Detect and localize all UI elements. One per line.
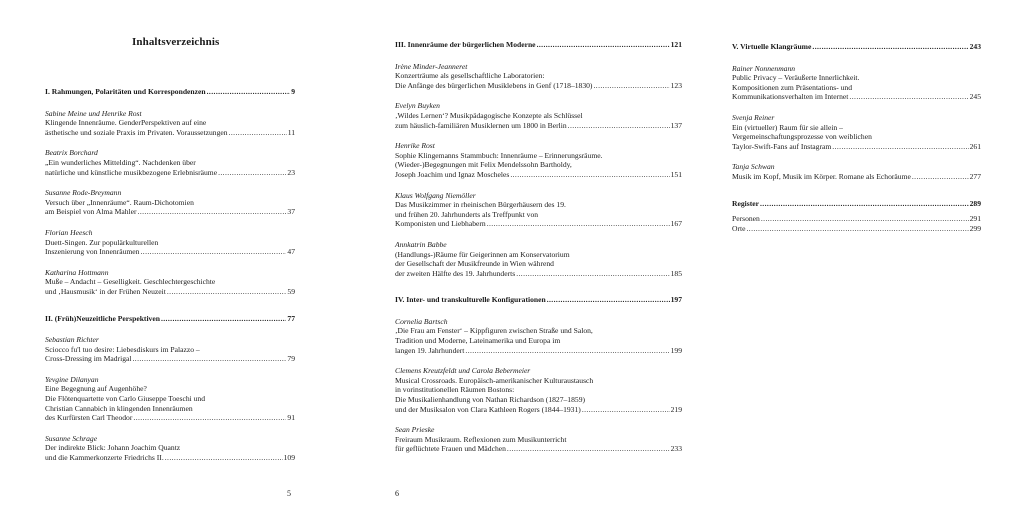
leader-dots (849, 92, 968, 102)
section-2-entries (45, 335, 295, 463)
page-number: 79 (287, 354, 295, 364)
entry-title-line: in vorinstitutionellen Räumen Bostons: (395, 385, 515, 395)
section-1-heading[interactable] (45, 87, 295, 97)
entry-title-last-line (395, 219, 682, 229)
leader-dots (132, 354, 286, 364)
entry-title-last-line (395, 81, 682, 91)
page-folio-left: 5 (287, 489, 291, 498)
entry-author: Sebastian Richter (45, 335, 99, 345)
page-number: 291 (969, 214, 981, 224)
entry-title-last-line (732, 92, 981, 102)
entry-title-line: Taylor-Swift-Fans auf Instagram (732, 141, 832, 151)
entry-title-line: am Beispiel von Alma Mahler (45, 207, 137, 217)
toc-entry[interactable] (45, 109, 295, 138)
leader-dots (593, 81, 669, 91)
entry-title-last-line (45, 128, 295, 138)
page-number: 243 (969, 42, 981, 51)
toc-entry[interactable] (395, 317, 682, 355)
page-number: 9 (291, 87, 295, 96)
entry-title-last-line (45, 413, 295, 423)
entry-title-line: Christian Cannabich in klingenden Innenräumen (45, 403, 193, 413)
toc-entry[interactable] (732, 162, 981, 181)
page-number: 151 (670, 169, 682, 179)
entry-title-line: Der indirekte Blick: Johann Joachim Quantz (45, 443, 181, 453)
entry-title-line: Ein (virtueller) Raum für sie allein – (732, 122, 843, 132)
entry-title-line: des Kurfürsten Carl Theodor (45, 413, 133, 423)
section-5-entries (732, 64, 981, 182)
register-item[interactable] (732, 214, 981, 224)
toc-entry[interactable] (395, 101, 682, 130)
entry-title-line: ‚Die Frau am Fenster‘ – Kippfiguren zwischen Straße und Salon, (395, 326, 593, 336)
entry-title-line: und ‚Hausmusik‘ in der Frühen Neuzeit (45, 286, 166, 296)
entry-author: Rainer Nonnenmann (732, 63, 796, 73)
page-number: 219 (670, 404, 682, 414)
section-title: IV. Inter- und transkulturelle Konfigurationen (395, 295, 546, 305)
leader-dots (207, 87, 291, 97)
entry-title-line: Konzerträume als gesellschaftliche Laboratorien: (395, 71, 545, 81)
page-number: 277 (969, 171, 981, 181)
leader-dots (465, 346, 669, 356)
toc-entry[interactable] (395, 62, 682, 91)
page-number: 47 (287, 247, 295, 257)
page-number: 37 (287, 207, 295, 217)
leader-dots (760, 199, 969, 209)
toc-title: Inhaltsverzeichnis (132, 36, 220, 48)
page-number: 167 (670, 219, 682, 229)
page-number: 23 (287, 167, 295, 177)
entry-title-line: Eine Begegnung auf Augenhöhe? (45, 384, 147, 394)
page-number: 245 (969, 92, 981, 102)
toc-entry[interactable] (45, 335, 295, 364)
right-page (695, 0, 1024, 532)
page-number: 123 (670, 80, 682, 90)
page-number: 91 (287, 413, 295, 423)
entry-title-line: für geflüchtete Frauen und Mädchen (395, 444, 506, 454)
entry-title-line: ästhetische und soziale Praxis im Privaten. Voraussetzungen (45, 127, 228, 137)
register-label: Personen (732, 214, 760, 224)
entry-title-line: Inszenierung von Innenräumen (45, 247, 140, 257)
entry-title-line: Sciocco fu'l tuo desire: Liebesdiskurs im Palazzo – (45, 344, 200, 354)
page-number: 197 (670, 295, 682, 305)
entry-title-last-line (395, 346, 682, 356)
entry-title-line: Kommunikationsverhalten im Internet (732, 92, 849, 102)
leader-dots (507, 444, 670, 454)
entry-title-line: Die Anfänge des bürgerlichen Musiklebens in Genf (1718–1830) (395, 80, 593, 90)
section-title: I. Rahmungen, Polaritäten und Korrespondenzen (45, 87, 206, 96)
entry-title-line: zum häuslich-familiären Musiklernen um 1800 in Berlin (395, 120, 567, 130)
entry-title-last-line (732, 172, 981, 182)
entry-author: Florian Heesch (45, 227, 93, 237)
section-4-entries (395, 317, 682, 454)
middle-page (345, 0, 695, 532)
register-item[interactable] (732, 224, 981, 234)
entry-author: Clemens Kreutzfeldt und Carola Bebermeier (395, 366, 531, 376)
entry-title-line: Komponisten und Liebhabern (395, 219, 486, 229)
toc-entry[interactable] (732, 64, 981, 102)
entry-title-line: „Ein wunderliches Mittelding“. Nachdenken über (45, 157, 196, 167)
entry-title-line: der Gesellschaft der Musikfreunde in Wien während (395, 259, 554, 269)
entry-author: Svenja Reiner (732, 112, 775, 122)
toc-entry[interactable] (45, 434, 295, 463)
middle-column (395, 40, 682, 465)
leader-dots (582, 405, 670, 415)
entry-author: Irène Minder-Jeanneret (395, 61, 468, 71)
leader-dots (167, 287, 287, 297)
page-number: 233 (670, 444, 682, 454)
toc-entry[interactable] (732, 113, 981, 151)
leader-dots (832, 142, 968, 152)
entry-title-line: Die Flötenquartette von Carlo Giuseppe Toeschi und (45, 394, 206, 404)
leader-dots (516, 269, 669, 279)
left-page (0, 0, 345, 532)
entry-author: Susanne Rode-Breymann (45, 188, 122, 198)
entry-title-line: Duett-Singen. Zur populärkulturellen (45, 237, 159, 247)
leader-dots (218, 168, 286, 178)
entry-author: Beatrix Borchard (45, 148, 98, 158)
page-number: 289 (969, 198, 981, 208)
section-4-heading[interactable] (395, 295, 682, 305)
entry-title-line: Public Privacy – Veräußerte Innerlichkeit. (732, 73, 860, 83)
entry-title-line: natürliche und künstliche musikbezogene Erlebnisräume (45, 167, 218, 177)
entry-title-line: langen 19. Jahrhundert (395, 345, 465, 355)
page-number: 137 (670, 120, 682, 130)
entry-author: Cornelia Bartsch (395, 316, 448, 326)
entry-title-line: Kompositionen zum Präsentations- und (732, 82, 853, 92)
leader-dots (138, 207, 287, 217)
entry-title-last-line (45, 168, 295, 178)
entry-title-line: Joseph Joachim und Ignaz Moscheles (395, 169, 510, 179)
right-column (732, 42, 981, 233)
leader-dots (140, 247, 286, 257)
leader-dots (161, 314, 286, 324)
leader-dots (165, 453, 283, 463)
toc-entry[interactable] (395, 141, 682, 179)
entry-title-line: und der Musiksalon von Clara Kathleen Rogers (1844–1931) (395, 404, 581, 414)
entry-title-line: Freiraum Musikraum. Reflexionen zum Musikunterricht (395, 434, 567, 444)
page-number: 11 (287, 127, 295, 137)
leader-dots (747, 224, 969, 234)
entry-title-line: und die Kammerkonzerte Friedrichs II. (45, 453, 164, 463)
entry-title-line: der zweiten Hälfte des 19. Jahrhunderts (395, 268, 516, 278)
entry-title-line: Vergemeinschaftungsprozesse von weiblichen (732, 132, 872, 142)
entry-author: Tanja Schwan (732, 162, 775, 172)
leader-dots (537, 40, 670, 50)
entry-title-line: (Handlungs-)Räume für Geigerinnen am Konservatorium (395, 249, 570, 259)
entry-title-last-line (395, 121, 682, 131)
entry-title-last-line (395, 269, 682, 279)
entry-author: Katharina Hottmann (45, 267, 109, 277)
page-number: 199 (670, 345, 682, 355)
entry-author: Annkatrin Babbe (395, 239, 447, 249)
page-number: 185 (670, 268, 682, 278)
section-3-entries (395, 62, 682, 279)
entry-title-last-line (395, 444, 682, 454)
register-items (732, 214, 981, 233)
toc-entry[interactable] (395, 191, 682, 229)
entry-author: Evelyn Buyken (395, 101, 440, 111)
entry-title-last-line (395, 170, 682, 180)
entry-title-line: Die Musikalienhandlung von Nathan Richardson (1827–1859) (395, 395, 586, 405)
leader-dots (547, 295, 670, 305)
entry-title-line: (Wieder-)Begegnungen mit Felix Mendelssohn Bartholdy, (395, 160, 572, 170)
entry-title-last-line (45, 287, 295, 297)
entry-title-line: und frühen 20. Jahrhunderts als Treffpunkt von (395, 209, 539, 219)
entry-title-last-line (45, 453, 295, 463)
entry-author: Susanne Schrage (45, 433, 98, 443)
section-title: V. Virtuelle Klangräume (732, 42, 812, 51)
entry-title-last-line (45, 354, 295, 364)
section-2-heading[interactable] (45, 314, 295, 324)
entry-author: Klaus Wolfgang Niemöller (395, 190, 476, 200)
toc-entry[interactable] (45, 148, 295, 177)
entry-author: Henrike Rost (395, 141, 435, 151)
section-title: III. Innenräume der bürgerlichen Moderne (395, 40, 536, 49)
entry-title-last-line (732, 142, 981, 152)
entry-title-last-line (45, 247, 295, 257)
toc-entry[interactable] (395, 425, 682, 454)
toc-entry[interactable] (45, 228, 295, 257)
entry-author: Sabine Meine und Henrike Rost (45, 108, 142, 118)
register-heading[interactable] (732, 199, 981, 209)
entry-title-line: Das Musikzimmer in rheinischen Bürgerhäusern des 19. (395, 200, 566, 210)
entry-title-line: Tradition und Moderne, Lateinamerika und Europa im (395, 336, 561, 346)
entry-author: Sean Prieske (395, 425, 435, 435)
toc-entry[interactable] (45, 188, 295, 217)
register-label: Orte (732, 223, 746, 233)
leader-dots (510, 170, 669, 180)
entry-title-line: Versuch über „Innenräume“. Raum-Dichotomien (45, 197, 194, 207)
leader-dots (761, 214, 969, 224)
left-column (45, 87, 295, 474)
entry-title-last-line (395, 405, 682, 415)
entry-title-line: ‚Wildes Lernen‘? Musikpädagogische Konzepte als Schlüssel (395, 110, 583, 120)
leader-dots (133, 413, 286, 423)
entry-title-line: Musik im Kopf, Musik im Körper. Romane als Echoräume (732, 171, 911, 181)
section-5-heading[interactable] (732, 42, 981, 52)
register-title: Register (732, 198, 759, 208)
leader-dots (568, 121, 670, 131)
leader-dots (229, 128, 287, 138)
leader-dots (812, 42, 968, 52)
page-number: 77 (287, 313, 295, 323)
entry-author: Yevgine Dilanyan (45, 374, 99, 384)
toc-entry[interactable] (395, 366, 682, 414)
entry-title-line: Sophie Klingemanns Stammbuch: Innenräume – Erinnerungsräume. (395, 150, 603, 160)
section-title: II. (Früh)Neuzeitliche Perspektiven (45, 313, 160, 323)
toc-entry[interactable] (395, 240, 682, 278)
leader-dots (912, 172, 969, 182)
entry-title-line: Musical Crossroads. Europäisch-amerikanischer Kulturaustausch (395, 375, 594, 385)
page-number: 261 (969, 141, 981, 151)
page-folio-middle: 6 (395, 489, 399, 498)
toc-entry[interactable] (45, 375, 295, 423)
page-number: 59 (287, 286, 295, 296)
entry-title-line: Klingende Innenräume. GenderPerspektiven auf eine (45, 118, 207, 128)
page-number: 299 (969, 223, 981, 233)
page-number: 121 (670, 40, 682, 49)
toc-entry[interactable] (45, 268, 295, 297)
entry-title-line: Cross-Dressing im Madrigal (45, 354, 132, 364)
leader-dots (487, 219, 670, 229)
section-1-entries (45, 109, 295, 297)
section-3-heading[interactable] (395, 40, 682, 50)
page-number: 109 (283, 453, 295, 463)
entry-title-last-line (45, 207, 295, 217)
entry-title-line: Muße – Andacht – Geselligkeit. Geschlechtergeschichte (45, 277, 216, 287)
